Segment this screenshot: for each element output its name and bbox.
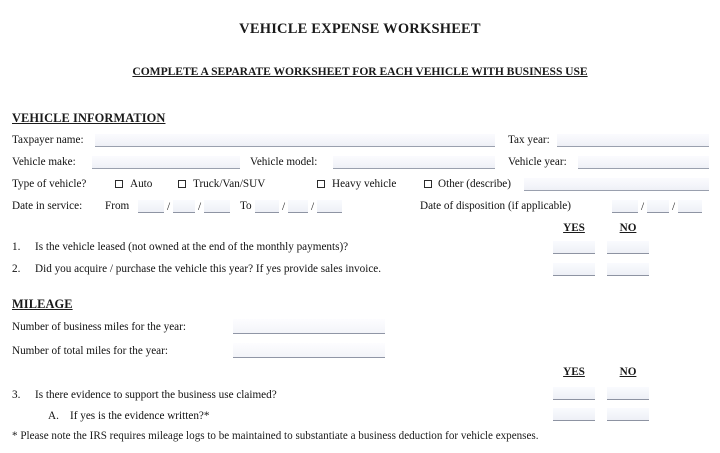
question-2-number: 2.	[12, 263, 21, 275]
date-of-disposition-input[interactable]	[612, 200, 702, 213]
checkbox-label-auto: Auto	[130, 178, 153, 190]
date-separator-icon: /	[197, 201, 202, 213]
label-type-of-vehicle: Type of vehicle?	[12, 178, 87, 190]
vehicle-year-input[interactable]	[578, 156, 709, 169]
question-1-text: Is the vehicle leased (not owned at the end of the monthly payments)?	[35, 241, 349, 253]
question-3-no-input[interactable]	[607, 387, 649, 400]
date-in-service-to-month[interactable]	[255, 200, 279, 213]
label-vehicle-make: Vehicle make:	[12, 156, 76, 168]
date-separator-icon: /	[281, 201, 286, 213]
date-in-service-to-input[interactable]	[255, 200, 342, 213]
label-date-of-disposition: Date of disposition (if applicable)	[420, 200, 571, 212]
section-heading-mileage: MILEAGE	[12, 297, 73, 311]
question-1-no-input[interactable]	[607, 241, 649, 254]
date-separator-icon: /	[640, 201, 645, 213]
business-miles-input[interactable]	[233, 319, 385, 334]
checkbox-heavy-vehicle[interactable]	[317, 180, 325, 188]
label-vehicle-year: Vehicle year:	[508, 156, 567, 168]
page-subtitle: COMPLETE A SEPARATE WORKSHEET FOR EACH VEHICLE WITH BUSINESS USE	[132, 65, 588, 78]
date-in-service-to-year[interactable]	[317, 200, 342, 213]
date-of-disposition-month[interactable]	[612, 200, 638, 213]
question-1-number: 1.	[12, 241, 21, 253]
date-of-disposition-day[interactable]	[647, 200, 669, 213]
taxpayer-name-input[interactable]	[95, 134, 495, 147]
date-in-service-from-year[interactable]	[204, 200, 230, 213]
date-separator-icon: /	[310, 201, 315, 213]
question-2-no-input[interactable]	[607, 263, 649, 276]
other-describe-input[interactable]	[524, 178, 709, 191]
checkbox-other[interactable]	[424, 180, 432, 188]
date-in-service-from-month[interactable]	[138, 200, 164, 213]
date-in-service-from-input[interactable]	[138, 200, 230, 213]
question-3a-yes-input[interactable]	[553, 408, 595, 421]
checkbox-auto[interactable]	[115, 180, 123, 188]
label-total-miles: Number of total miles for the year:	[12, 345, 168, 357]
column-header-yes-upper: YES	[563, 222, 585, 234]
section-heading-vehicle-information: VEHICLE INFORMATION	[12, 111, 166, 125]
column-header-no-upper: NO	[619, 222, 637, 234]
vehicle-make-input[interactable]	[92, 156, 240, 169]
date-in-service-to-day[interactable]	[288, 200, 308, 213]
vehicle-model-input[interactable]	[333, 156, 495, 169]
date-of-disposition-year[interactable]	[678, 200, 702, 213]
label-date-in-service-to: To	[240, 200, 252, 212]
checkbox-label-truck-van-suv: Truck/Van/SUV	[193, 178, 266, 190]
date-separator-icon: /	[671, 201, 676, 213]
checkbox-label-other: Other (describe)	[438, 178, 511, 190]
page-title: VEHICLE EXPENSE WORKSHEET	[239, 21, 481, 37]
date-separator-icon: /	[166, 201, 171, 213]
total-miles-input[interactable]	[233, 343, 385, 358]
question-3-number: 3.	[12, 389, 21, 401]
label-vehicle-model: Vehicle model:	[250, 156, 318, 168]
column-header-yes-lower: YES	[563, 366, 585, 378]
date-in-service-from-day[interactable]	[173, 200, 195, 213]
label-business-miles: Number of business miles for the year:	[12, 321, 186, 333]
label-taxpayer-name: Taxpayer name:	[12, 134, 84, 146]
question-3a-no-input[interactable]	[607, 408, 649, 421]
tax-year-input[interactable]	[557, 134, 709, 147]
question-1-yes-input[interactable]	[553, 241, 595, 254]
checkbox-label-heavy-vehicle: Heavy vehicle	[332, 178, 397, 190]
column-header-no-lower: NO	[619, 366, 637, 378]
question-3a-number: A.	[48, 410, 59, 422]
label-date-in-service-from: From	[105, 200, 130, 212]
label-date-in-service: Date in service:	[12, 200, 83, 212]
checkbox-truck-van-suv[interactable]	[178, 180, 186, 188]
mileage-footnote: * Please note the IRS requires mileage logs to be maintained to substantiate a business deduction for vehicle expenses.	[12, 430, 539, 442]
question-2-text: Did you acquire / purchase the vehicle this year? If yes provide sales invoice.	[35, 263, 382, 275]
question-3a-text: If yes is the evidence written?*	[70, 410, 210, 422]
question-3-yes-input[interactable]	[553, 387, 595, 400]
question-3-text: Is there evidence to support the business use claimed?	[35, 389, 277, 401]
question-2-yes-input[interactable]	[553, 263, 595, 276]
label-tax-year: Tax year:	[508, 134, 550, 146]
